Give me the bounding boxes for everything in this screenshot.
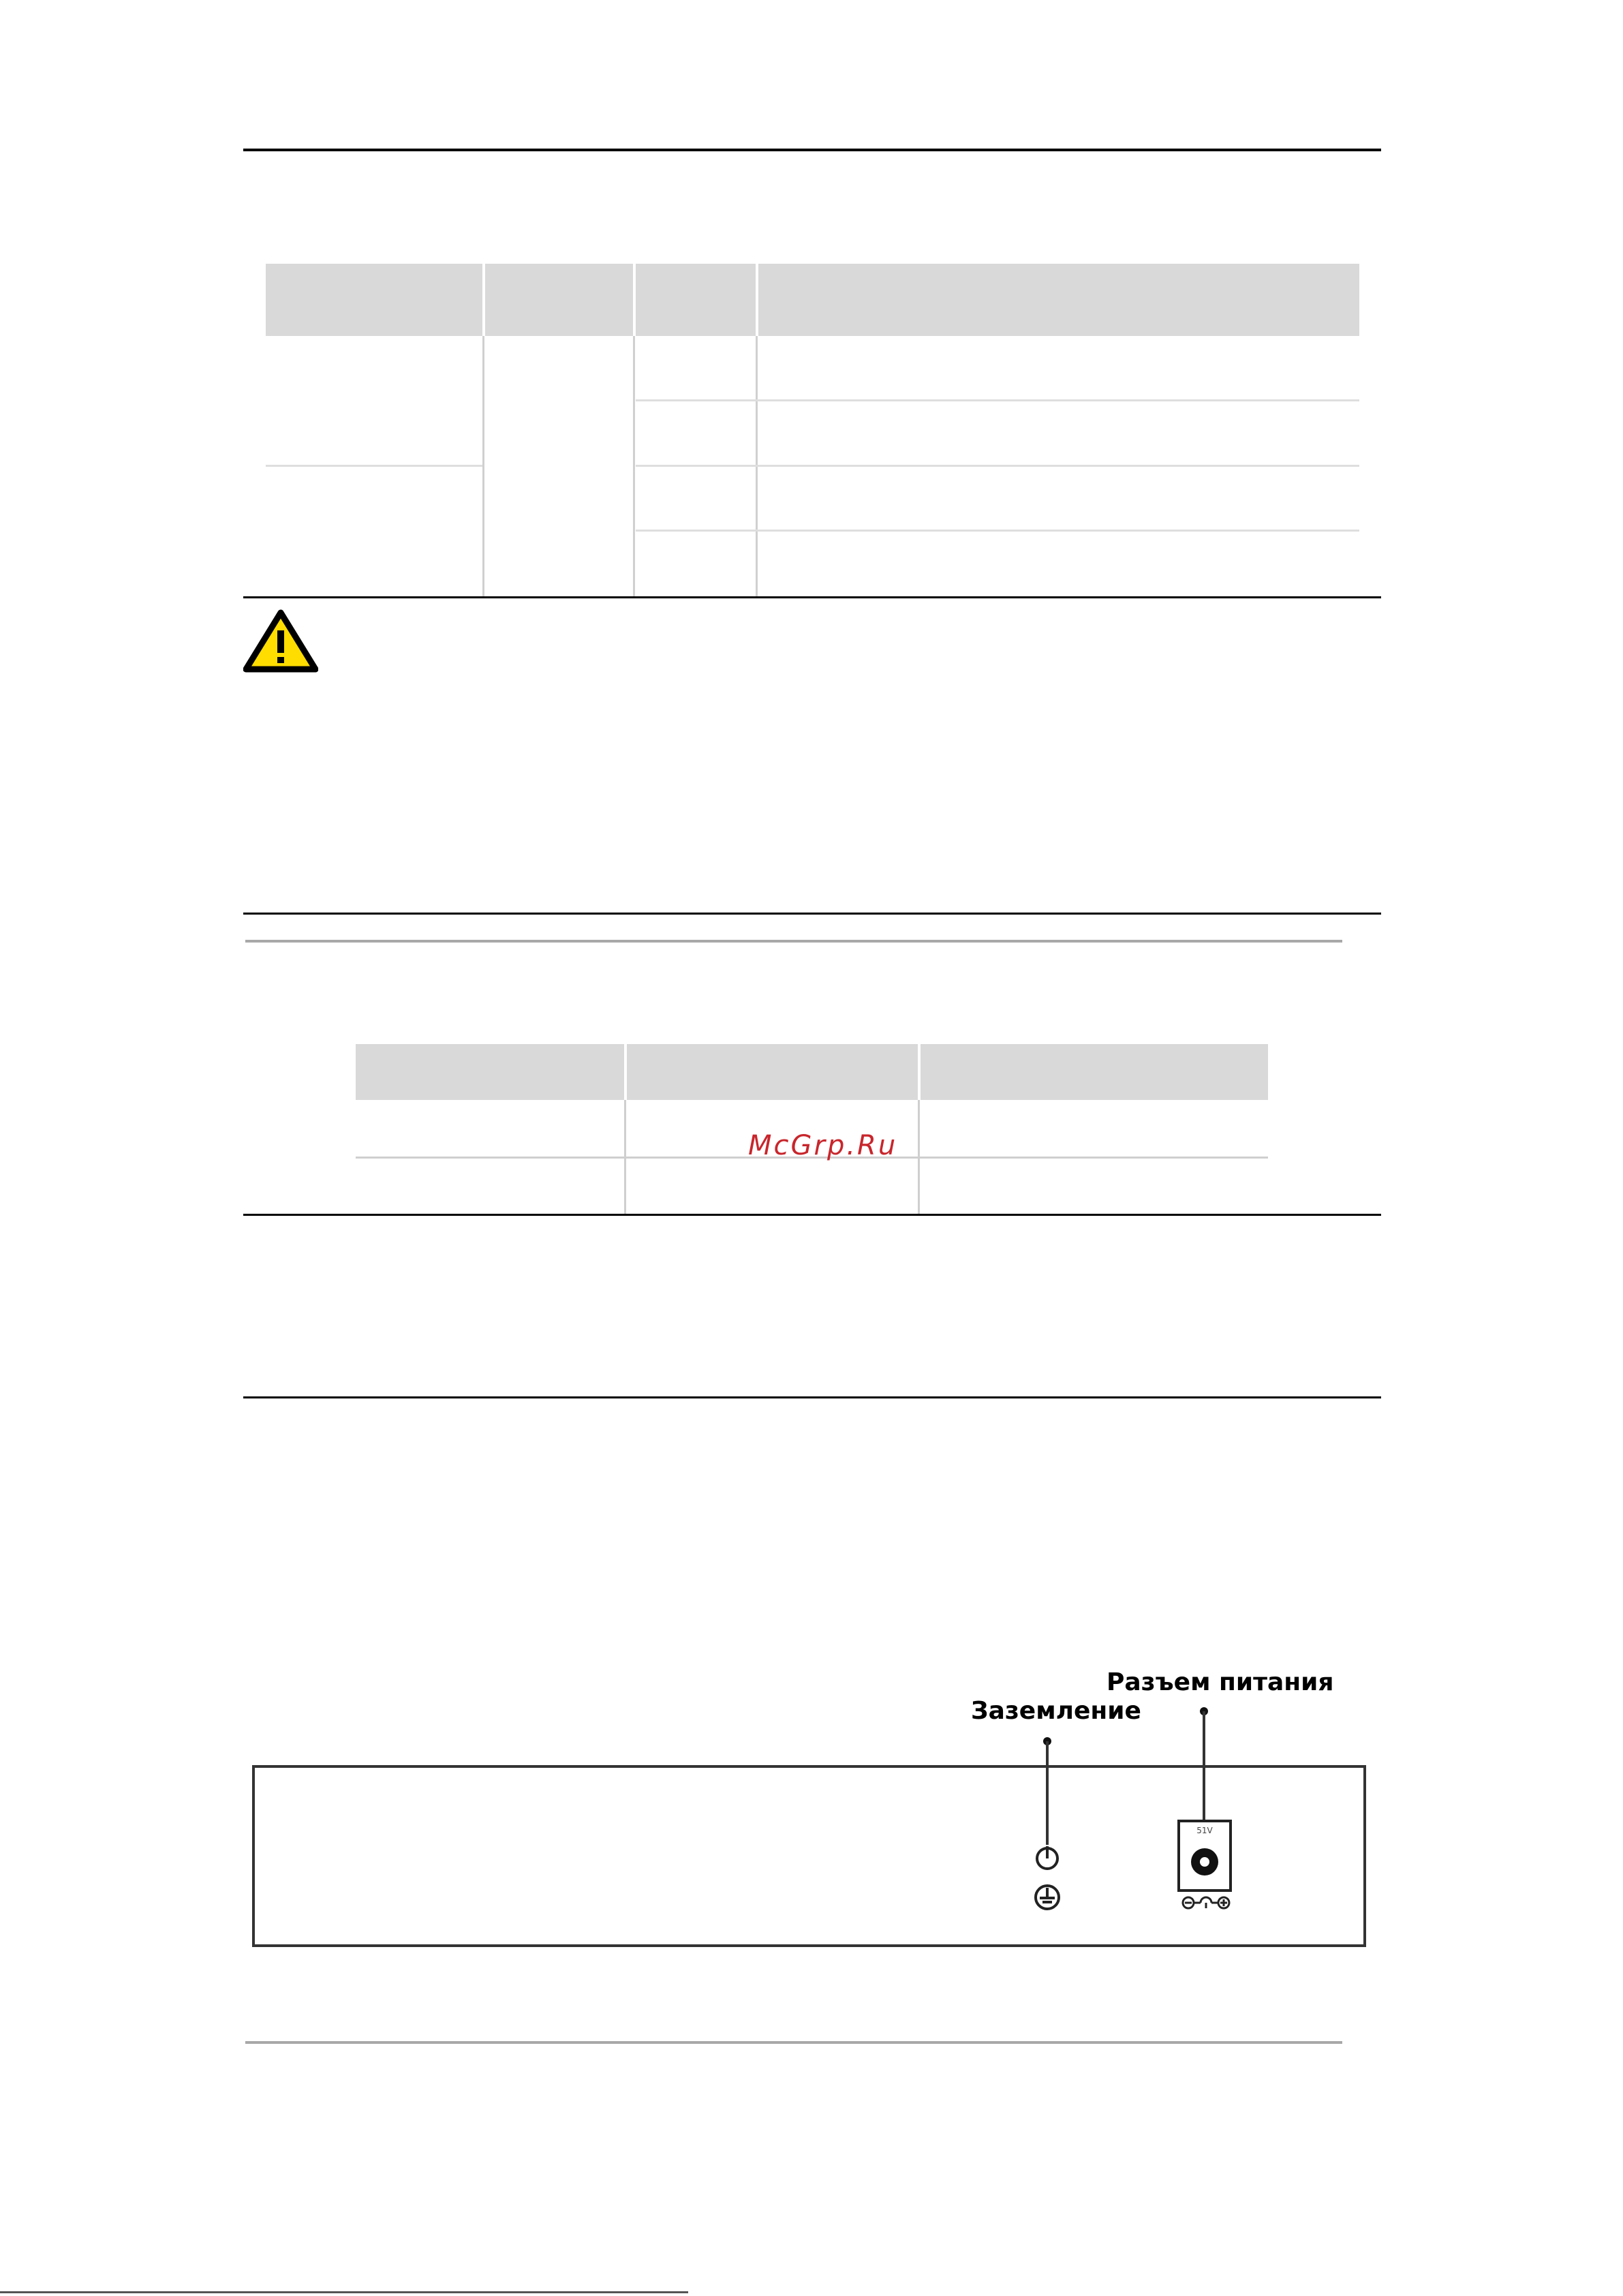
warning-bottom-rule	[243, 913, 1381, 915]
power-jack-icon	[1176, 1818, 1233, 1893]
footer-rule	[0, 2291, 688, 2293]
section-rule	[243, 1396, 1381, 1398]
table-1-header-cell	[636, 264, 756, 336]
table-2-header-cell	[921, 1044, 1268, 1100]
table-2-header-cell	[627, 1044, 918, 1100]
table-2-bottom-rule	[243, 1214, 1381, 1216]
warning-triangle-icon	[243, 609, 318, 673]
table-1-column-divider	[482, 336, 484, 597]
top-rule	[243, 149, 1381, 151]
polarity-symbol-icon	[1181, 1895, 1231, 1911]
table-1-header-cell	[758, 264, 1359, 336]
diagram-bottom-gray-rule	[245, 2041, 1342, 2044]
table-1-row-divider	[636, 465, 1359, 467]
ground-screw-icon	[1034, 1845, 1061, 1872]
ground-symbol-icon	[1033, 1883, 1062, 1912]
table-1-header-cell	[485, 264, 633, 336]
table-2-header-cell	[356, 1044, 624, 1100]
power-jack-voltage-marking: 51V	[1196, 1826, 1213, 1835]
watermark: McGrp.Ru	[748, 1130, 898, 1161]
section-gray-rule	[245, 940, 1342, 943]
table-1-row-divider	[266, 465, 482, 467]
table-1-header-cell	[266, 264, 482, 336]
callout-label-power: Разъем питания	[1107, 1668, 1334, 1696]
table-1-bottom-rule	[243, 596, 1381, 598]
table-1-row-divider	[636, 399, 1359, 401]
table-1-row-divider	[636, 530, 1359, 532]
table-1-column-divider	[633, 336, 635, 597]
callout-label-ground: Заземление	[971, 1697, 1141, 1725]
